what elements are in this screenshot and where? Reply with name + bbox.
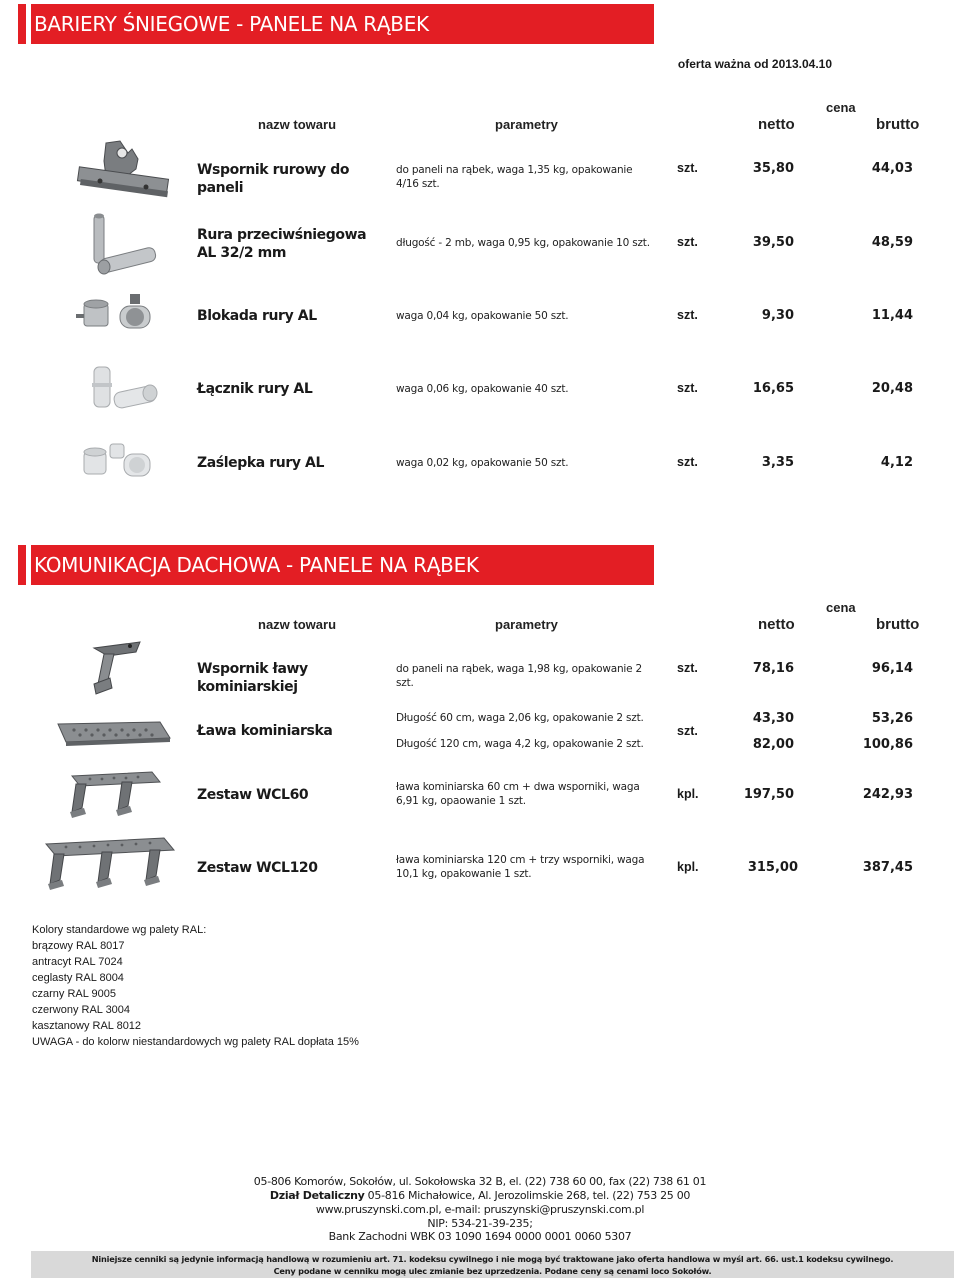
product-name: Rura przeciwśniegowa AL 32/2 mm	[197, 227, 367, 261]
price-brutto: 100,86	[862, 737, 913, 752]
ral-color-item: antracyt RAL 7024	[32, 956, 123, 968]
product-unit: szt.	[677, 161, 698, 175]
product-params: do paneli na rąbek, waga 1,35 kg, opakowanie 4/16 szt.	[396, 164, 633, 190]
section-marker	[18, 4, 26, 44]
pipe-lock-icon	[74, 292, 164, 336]
price-netto: 78,16	[752, 661, 794, 676]
product-name: Wspornik ławy kominiarskiej	[197, 661, 308, 695]
ral-colors-note: UWAGA - do kolorw niestandardowych wg palety RAL dopłata 15%	[32, 1036, 359, 1048]
price-netto: 197,50	[743, 787, 794, 802]
column-brutto-header: brutto	[876, 616, 920, 633]
product-unit: kpl.	[677, 787, 699, 801]
product-unit: szt.	[677, 381, 698, 395]
price-brutto: 242,93	[862, 787, 913, 802]
product-params: do paneli na rąbek, waga 1,98 kg, opakowanie 2 szt.	[396, 663, 642, 689]
ral-colors-heading: Kolory standardowe wg palety RAL:	[32, 924, 207, 936]
product-name: Blokada rury AL	[197, 308, 317, 324]
footer-address: 05-806 Komorów, Sokołów, ul. Sokołowska 32 B, el. (22) 738 60 00, fax (22) 738 61 01	[253, 1175, 707, 1188]
section-title: KOMUNIKACJA DACHOWA - PANELE NA RĄBEK	[34, 553, 479, 577]
product-params: ława kominiarska 120 cm + trzy wsporniki, waga 10,1 kg, opakowanie 1 szt.	[396, 854, 645, 880]
product-unit: szt.	[677, 661, 698, 675]
walkway-set-120-icon	[40, 834, 180, 898]
price-brutto: 48,59	[871, 235, 913, 250]
price-brutto: 44,03	[871, 161, 913, 176]
ral-colors-block	[32, 922, 359, 1050]
price-netto: 9,30	[761, 308, 794, 323]
price-netto: 43,30	[752, 711, 794, 726]
product-name: Wspornik rurowy do paneli	[197, 162, 350, 196]
footer-retail-label: Dział Detaliczny	[269, 1189, 365, 1202]
column-name-header: nazw towaru	[258, 617, 337, 632]
legal-disclaimer	[31, 1251, 954, 1278]
footer-retail-address: 05-816 Michałowice, Al. Jerozolimskie 268, tel. (22) 753 25 00	[364, 1189, 691, 1202]
product-params: długość - 2 mb, waga 0,95 kg, opakowanie 10 szt.	[396, 237, 650, 249]
ral-color-item: brązowy RAL 8017	[32, 940, 125, 952]
price-netto: 315,00	[747, 860, 798, 875]
walkway-bracket-icon	[86, 640, 146, 698]
ral-color-item: ceglasty RAL 8004	[32, 972, 124, 984]
product-name: Łącznik rury AL	[197, 381, 313, 397]
disclaimer-line: Niniejsze cenniki są jedynie informacją handlową w rozumieniu art. 71. kodeksu cywilnego i nie mogą być traktowane jako oferta handlowa w myśl art. 66. ust.1 kodeksu cywilnego.	[91, 1254, 894, 1264]
ral-color-item: kasztanowy RAL 8012	[32, 1020, 142, 1032]
price-brutto: 11,44	[871, 308, 913, 323]
product-unit: szt.	[677, 724, 698, 738]
column-name-header: nazw towaru	[258, 117, 337, 132]
column-params-header: parametry	[495, 617, 558, 632]
product-unit: kpl.	[677, 860, 699, 874]
pipe-connector-icon	[88, 363, 164, 413]
product-name: Zestaw WCL60	[197, 787, 309, 803]
price-brutto: 20,48	[871, 381, 913, 396]
ral-color-item: czarny RAL 9005	[32, 988, 116, 1000]
product-unit: szt.	[677, 455, 698, 469]
product-params: ława kominiarska 60 cm + dwa wsporniki, waga 6,91 kg, opaowanie 1 szt.	[396, 781, 640, 807]
product-name: Zestaw WCL120	[197, 860, 318, 876]
column-netto-header: netto	[758, 116, 795, 133]
footer-retail	[0, 1189, 960, 1203]
price-netto: 39,50	[752, 235, 794, 250]
price-netto: 35,80	[752, 161, 794, 176]
price-header: cena	[826, 100, 856, 115]
price-netto: 16,65	[752, 381, 794, 396]
ral-color-item: czerwony RAL 3004	[32, 1004, 131, 1016]
footer-nip: NIP: 534-21-39-235;	[427, 1217, 533, 1230]
column-params-header: parametry	[495, 117, 558, 132]
walkway-set-60-icon	[66, 768, 166, 818]
product-unit: szt.	[677, 308, 698, 322]
price-netto: 3,35	[761, 455, 794, 470]
price-brutto: 53,26	[871, 711, 913, 726]
aluminium-pipe-icon	[86, 211, 166, 277]
roof-walkway-icon	[56, 720, 172, 746]
price-brutto: 387,45	[862, 860, 913, 875]
price-header: cena	[826, 600, 856, 615]
pipe-cap-icon	[80, 440, 156, 480]
product-params: waga 0,04 kg, opakowanie 50 szt.	[396, 310, 569, 322]
product-name: Zaślepka rury AL	[197, 455, 325, 471]
price-brutto: 96,14	[871, 661, 913, 676]
disclaimer-line: Ceny podane w cenniku mogą ulec zmianie bez uprzedzenia. Podane ceny są cenami loco Sokołów.	[273, 1266, 712, 1276]
offer-date: oferta ważna od 2013.04.10	[677, 57, 832, 71]
column-netto-header: netto	[758, 616, 795, 633]
product-name: Ława kominiarska	[197, 723, 333, 739]
pipe-bracket-icon	[76, 139, 176, 203]
footer-contact[interactable]: www.pruszynski.com.pl, e-mail: pruszynski@pruszynski.com.pl	[315, 1203, 645, 1216]
column-brutto-header: brutto	[876, 116, 920, 133]
footer-bank: Bank Zachodni WBK 03 1090 1694 0000 0001 0060 5307	[328, 1230, 632, 1243]
product-params: Długość 60 cm, waga 2,06 kg, opakowanie 2 szt.	[396, 712, 644, 724]
price-brutto: 4,12	[880, 455, 913, 470]
product-params: waga 0,02 kg, opakowanie 50 szt.	[396, 457, 569, 469]
product-params: waga 0,06 kg, opakowanie 40 szt.	[396, 383, 569, 395]
section-marker	[18, 545, 26, 585]
section-title: BARIERY ŚNIEGOWE - PANELE NA RĄBEK	[34, 12, 429, 36]
price-netto: 82,00	[752, 737, 794, 752]
product-unit: szt.	[677, 235, 698, 249]
product-params: Długość 120 cm, waga 4,2 kg, opakowanie 2 szt.	[396, 738, 644, 750]
